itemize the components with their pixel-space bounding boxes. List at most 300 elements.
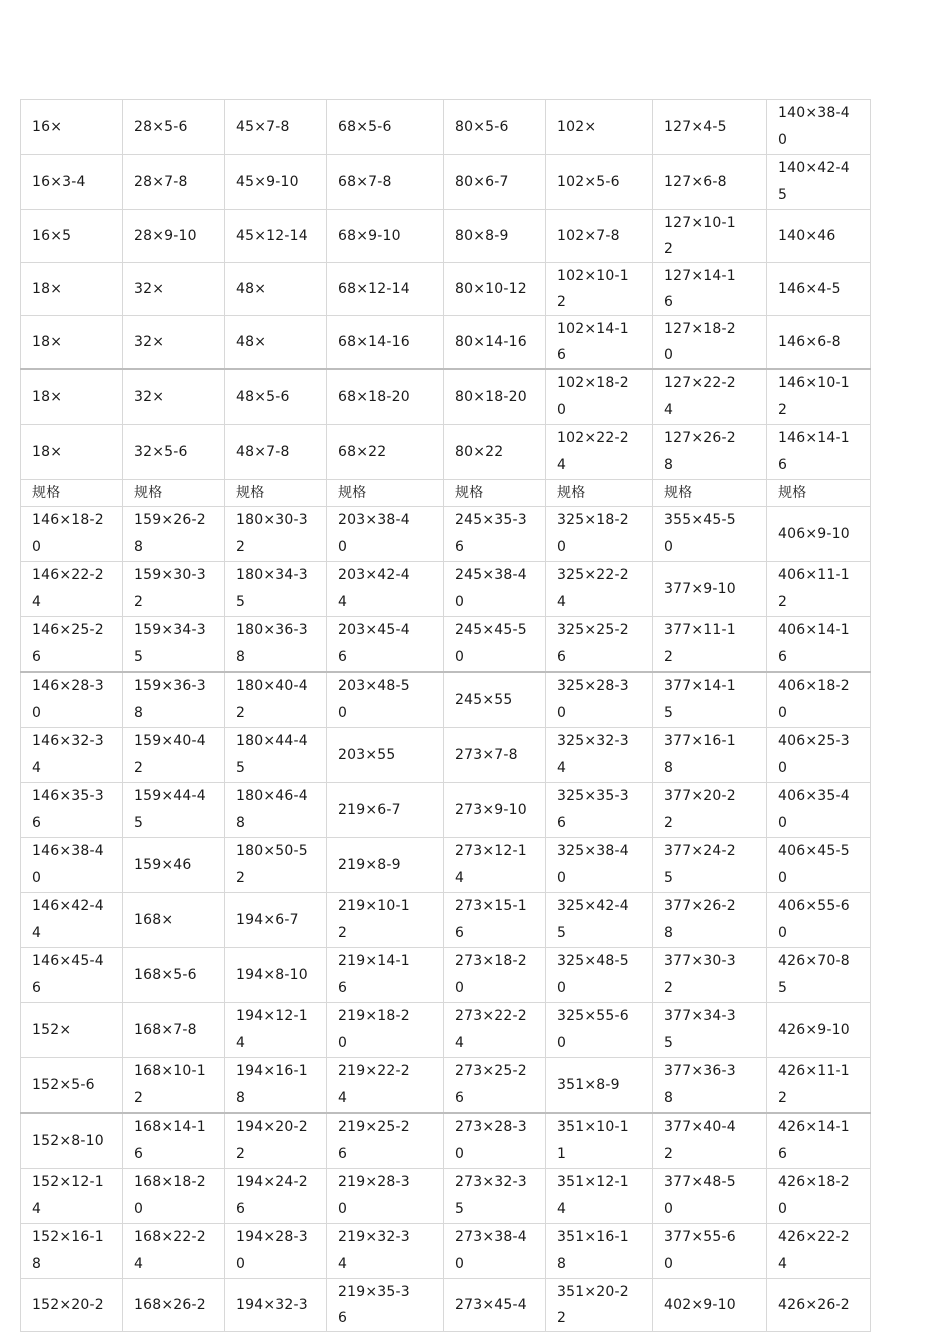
- cell-text: 194×32-3: [236, 1297, 308, 1313]
- cell-text: 377×36-38: [664, 1063, 736, 1106]
- table-cell: [444, 948, 546, 1003]
- table-cell: [653, 617, 767, 673]
- table-row: [21, 316, 871, 370]
- cell-text: 426×18-20: [778, 1174, 850, 1217]
- cell-text: 377×34-35: [664, 1008, 736, 1051]
- table-cell: [767, 1224, 871, 1279]
- cell-text: 406×11-12: [778, 567, 850, 610]
- table-cell: [327, 1113, 444, 1169]
- cell-text: 127×10-12: [664, 215, 736, 257]
- table-row: [21, 263, 871, 316]
- table-row: [21, 1169, 871, 1224]
- table-cell: [653, 263, 767, 316]
- table-row: [21, 783, 871, 838]
- cell-text: 28×5-6: [134, 118, 188, 135]
- table-cell: [546, 838, 653, 893]
- table-row: [21, 507, 871, 562]
- cell-text: 140×46: [778, 228, 836, 244]
- cell-text: 194×6-7: [236, 911, 299, 928]
- table-cell: [327, 210, 444, 263]
- table-cell: [225, 1224, 327, 1279]
- cell-text: 146×22-24: [32, 567, 104, 610]
- cell-text: 80×6-7: [455, 173, 509, 190]
- table-cell: [225, 1058, 327, 1114]
- cell-text: 180×36-38: [236, 622, 308, 665]
- cell-text: 18×: [32, 388, 63, 405]
- cell-text: 273×9-10: [455, 801, 527, 818]
- cell-text: 325×38-40: [557, 843, 629, 886]
- spec-table-body: [21, 100, 871, 1332]
- table-cell: [21, 369, 123, 425]
- table-row: [21, 425, 871, 480]
- table-row: [21, 1224, 871, 1279]
- cell-text: 273×22-24: [455, 1008, 527, 1051]
- table-cell: [546, 672, 653, 728]
- cell-text: 159×44-45: [134, 788, 206, 831]
- table-cell: [123, 617, 225, 673]
- cell-text: 规格: [557, 485, 586, 501]
- cell-text: 402×9-10: [664, 1297, 736, 1313]
- cell-text: 48×7-8: [236, 443, 290, 460]
- cell-text: 146×38-40: [32, 843, 104, 886]
- spec-table: [20, 99, 871, 1332]
- table-cell: [21, 100, 123, 155]
- table-cell: [327, 838, 444, 893]
- table-cell: [327, 155, 444, 210]
- cell-text: 194×24-26: [236, 1174, 308, 1217]
- cell-text: 146×18-20: [32, 512, 104, 555]
- cell-text: 377×55-60: [664, 1229, 736, 1272]
- cell-text: 28×9-10: [134, 228, 197, 244]
- table-row: [21, 617, 871, 673]
- table-cell: [546, 562, 653, 617]
- table-cell: [767, 617, 871, 673]
- cell-text: 325×28-30: [557, 678, 629, 721]
- column-header-cell: [653, 480, 767, 507]
- table-cell: [444, 100, 546, 155]
- cell-text: 28×7-8: [134, 173, 188, 190]
- cell-text: 127×26-28: [664, 430, 736, 473]
- cell-text: 325×35-36: [557, 788, 629, 831]
- cell-text: 351×20-22: [557, 1284, 629, 1326]
- table-row: [21, 838, 871, 893]
- table-cell: [546, 369, 653, 425]
- table-cell: [546, 783, 653, 838]
- cell-text: 273×18-20: [455, 953, 527, 996]
- table-cell: [444, 369, 546, 425]
- cell-text: 102×14-16: [557, 321, 629, 363]
- table-cell: [546, 263, 653, 316]
- cell-text: 152×5-6: [32, 1076, 95, 1093]
- table-cell: [21, 617, 123, 673]
- cell-text: 325×48-50: [557, 953, 629, 996]
- table-cell: [327, 672, 444, 728]
- table-cell: [123, 783, 225, 838]
- table-cell: [444, 783, 546, 838]
- cell-text: 159×40-42: [134, 733, 206, 776]
- cell-text: 203×55: [338, 746, 396, 763]
- cell-text: 102×10-12: [557, 268, 629, 310]
- table-cell: [225, 562, 327, 617]
- table-cell: [225, 369, 327, 425]
- column-header-cell: [546, 480, 653, 507]
- table-cell: [225, 316, 327, 370]
- cell-text: 152×: [32, 1021, 72, 1038]
- cell-text: 146×28-30: [32, 678, 104, 721]
- table-row: [21, 369, 871, 425]
- table-row: [21, 1003, 871, 1058]
- cell-text: 194×20-22: [236, 1119, 308, 1162]
- table-cell: [21, 672, 123, 728]
- column-header-cell: [327, 480, 444, 507]
- table-cell: [225, 100, 327, 155]
- cell-text: 351×10-11: [557, 1119, 629, 1162]
- table-row: [21, 728, 871, 783]
- table-cell: [767, 155, 871, 210]
- table-cell: [21, 316, 123, 370]
- cell-text: 219×35-36: [338, 1284, 410, 1326]
- cell-text: 68×5-6: [338, 118, 392, 135]
- cell-text: 406×25-30: [778, 733, 850, 776]
- cell-text: 203×45-46: [338, 622, 410, 665]
- table-cell: [653, 893, 767, 948]
- table-cell: [653, 1113, 767, 1169]
- cell-text: 48×: [236, 281, 267, 297]
- cell-text: 159×36-38: [134, 678, 206, 721]
- cell-text: 146×25-26: [32, 622, 104, 665]
- cell-text: 406×45-50: [778, 843, 850, 886]
- spec-table-container: [20, 99, 870, 1332]
- table-cell: [767, 425, 871, 480]
- table-cell: [21, 155, 123, 210]
- table-cell: [123, 562, 225, 617]
- table-cell: [225, 1003, 327, 1058]
- table-cell: [546, 100, 653, 155]
- table-cell: [767, 893, 871, 948]
- cell-text: 219×32-34: [338, 1229, 410, 1272]
- table-cell: [546, 155, 653, 210]
- table-cell: [327, 893, 444, 948]
- cell-text: 规格: [778, 485, 807, 501]
- table-cell: [225, 948, 327, 1003]
- table-cell: [327, 369, 444, 425]
- cell-text: 45×7-8: [236, 118, 290, 135]
- cell-text: 406×18-20: [778, 678, 850, 721]
- table-cell: [546, 728, 653, 783]
- cell-text: 32×: [134, 388, 165, 405]
- cell-text: 规格: [134, 485, 163, 501]
- cell-text: 426×22-24: [778, 1229, 850, 1272]
- cell-text: 45×12-14: [236, 228, 308, 244]
- cell-text: 80×22: [455, 443, 504, 460]
- table-cell: [225, 1113, 327, 1169]
- table-cell: [123, 672, 225, 728]
- table-cell: [767, 507, 871, 562]
- cell-text: 规格: [455, 485, 484, 501]
- cell-text: 152×16-18: [32, 1229, 104, 1272]
- cell-text: 32×: [134, 334, 165, 350]
- table-cell: [444, 1279, 546, 1332]
- table-cell: [546, 1224, 653, 1279]
- cell-text: 168×14-16: [134, 1119, 206, 1162]
- table-cell: [327, 263, 444, 316]
- table-cell: [767, 672, 871, 728]
- table-cell: [123, 155, 225, 210]
- cell-text: 426×70-85: [778, 953, 850, 996]
- cell-text: 194×28-30: [236, 1229, 308, 1272]
- table-cell: [546, 1058, 653, 1114]
- cell-text: 146×4-5: [778, 281, 841, 297]
- table-cell: [653, 100, 767, 155]
- table-cell: [21, 948, 123, 1003]
- cell-text: 273×45-4: [455, 1297, 527, 1313]
- table-cell: [546, 948, 653, 1003]
- table-cell: [225, 893, 327, 948]
- cell-text: 168×22-24: [134, 1229, 206, 1272]
- column-header-cell: [123, 480, 225, 507]
- table-cell: [327, 316, 444, 370]
- table-cell: [767, 316, 871, 370]
- cell-text: 规格: [664, 485, 693, 501]
- table-cell: [767, 948, 871, 1003]
- table-row: [21, 562, 871, 617]
- cell-text: 219×14-16: [338, 953, 410, 996]
- cell-text: 273×28-30: [455, 1119, 527, 1162]
- cell-text: 406×9-10: [778, 525, 850, 542]
- table-cell: [123, 507, 225, 562]
- cell-text: 377×20-22: [664, 788, 736, 831]
- table-cell: [444, 672, 546, 728]
- table-cell: [123, 100, 225, 155]
- table-cell: [123, 948, 225, 1003]
- cell-text: 325×32-34: [557, 733, 629, 776]
- table-cell: [21, 783, 123, 838]
- table-cell: [444, 1003, 546, 1058]
- cell-text: 规格: [32, 485, 61, 501]
- table-cell: [767, 369, 871, 425]
- table-cell: [444, 507, 546, 562]
- cell-text: 219×28-30: [338, 1174, 410, 1217]
- cell-text: 80×10-12: [455, 281, 527, 297]
- cell-text: 146×42-44: [32, 898, 104, 941]
- table-cell: [653, 155, 767, 210]
- table-cell: [225, 210, 327, 263]
- header-row: [21, 480, 871, 507]
- table-cell: [546, 1279, 653, 1332]
- cell-text: 32×5-6: [134, 443, 188, 460]
- table-cell: [546, 1113, 653, 1169]
- cell-text: 146×32-34: [32, 733, 104, 776]
- cell-text: 80×18-20: [455, 388, 527, 405]
- table-cell: [653, 728, 767, 783]
- cell-text: 68×18-20: [338, 388, 410, 405]
- table-cell: [653, 1169, 767, 1224]
- table-cell: [21, 838, 123, 893]
- cell-text: 180×46-48: [236, 788, 308, 831]
- cell-text: 159×30-32: [134, 567, 206, 610]
- table-cell: [653, 1279, 767, 1332]
- table-cell: [444, 617, 546, 673]
- cell-text: 273×15-16: [455, 898, 527, 941]
- cell-text: 102×5-6: [557, 173, 620, 190]
- cell-text: 168×18-20: [134, 1174, 206, 1217]
- table-cell: [123, 425, 225, 480]
- cell-text: 32×: [134, 281, 165, 297]
- table-cell: [767, 100, 871, 155]
- cell-text: 68×12-14: [338, 281, 410, 297]
- column-header-cell: [444, 480, 546, 507]
- cell-text: 273×25-26: [455, 1063, 527, 1106]
- table-cell: [444, 728, 546, 783]
- cell-text: 377×30-32: [664, 953, 736, 996]
- cell-text: 16×5: [32, 228, 72, 244]
- cell-text: 146×45-46: [32, 953, 104, 996]
- cell-text: 273×32-35: [455, 1174, 527, 1217]
- table-cell: [546, 893, 653, 948]
- table-cell: [21, 1003, 123, 1058]
- cell-text: 203×42-44: [338, 567, 410, 610]
- table-cell: [767, 1169, 871, 1224]
- cell-text: 80×14-16: [455, 334, 527, 350]
- cell-text: 127×6-8: [664, 173, 727, 190]
- cell-text: 245×45-50: [455, 622, 527, 665]
- table-cell: [767, 783, 871, 838]
- table-cell: [444, 1058, 546, 1114]
- cell-text: 140×42-45: [778, 160, 850, 203]
- cell-text: 219×22-24: [338, 1063, 410, 1106]
- table-cell: [21, 562, 123, 617]
- table-cell: [767, 1058, 871, 1114]
- table-cell: [225, 263, 327, 316]
- table-cell: [653, 425, 767, 480]
- table-cell: [21, 893, 123, 948]
- table-cell: [123, 1113, 225, 1169]
- table-row: [21, 1058, 871, 1114]
- table-cell: [225, 728, 327, 783]
- table-cell: [123, 1279, 225, 1332]
- cell-text: 377×14-15: [664, 678, 736, 721]
- table-cell: [653, 210, 767, 263]
- cell-text: 180×44-45: [236, 733, 308, 776]
- table-cell: [444, 425, 546, 480]
- table-cell: [123, 1058, 225, 1114]
- cell-text: 245×38-40: [455, 567, 527, 610]
- cell-text: 180×50-52: [236, 843, 308, 886]
- cell-text: 102×18-20: [557, 375, 629, 418]
- table-cell: [767, 728, 871, 783]
- cell-text: 325×18-20: [557, 512, 629, 555]
- cell-text: 168×10-12: [134, 1063, 206, 1106]
- cell-text: 273×12-14: [455, 843, 527, 886]
- table-cell: [767, 1279, 871, 1332]
- cell-text: 377×40-42: [664, 1119, 736, 1162]
- cell-text: 68×7-8: [338, 173, 392, 190]
- table-cell: [327, 562, 444, 617]
- table-cell: [444, 1113, 546, 1169]
- cell-text: 规格: [338, 485, 367, 501]
- table-cell: [444, 1224, 546, 1279]
- table-cell: [653, 948, 767, 1003]
- table-cell: [225, 155, 327, 210]
- table-cell: [21, 728, 123, 783]
- cell-text: 406×35-40: [778, 788, 850, 831]
- table-cell: [225, 783, 327, 838]
- table-cell: [21, 1279, 123, 1332]
- table-cell: [653, 838, 767, 893]
- table-cell: [653, 562, 767, 617]
- table-cell: [21, 263, 123, 316]
- cell-text: 168×26-2: [134, 1297, 206, 1313]
- cell-text: 351×16-18: [557, 1229, 629, 1272]
- table-cell: [653, 783, 767, 838]
- cell-text: 102×: [557, 118, 597, 135]
- table-cell: [21, 1058, 123, 1114]
- cell-text: 146×35-36: [32, 788, 104, 831]
- table-row: [21, 100, 871, 155]
- table-cell: [767, 562, 871, 617]
- table-cell: [123, 369, 225, 425]
- table-cell: [444, 316, 546, 370]
- cell-text: 规格: [236, 485, 265, 501]
- cell-text: 377×24-25: [664, 843, 736, 886]
- cell-text: 168×: [134, 911, 174, 928]
- table-cell: [327, 425, 444, 480]
- cell-text: 351×8-9: [557, 1076, 620, 1093]
- cell-text: 325×22-24: [557, 567, 629, 610]
- table-cell: [327, 617, 444, 673]
- cell-text: 146×14-16: [778, 430, 850, 473]
- table-cell: [653, 672, 767, 728]
- table-cell: [653, 369, 767, 425]
- cell-text: 127×14-16: [664, 268, 736, 310]
- table-row: [21, 672, 871, 728]
- table-cell: [653, 507, 767, 562]
- cell-text: 219×18-20: [338, 1008, 410, 1051]
- cell-text: 102×7-8: [557, 228, 620, 244]
- cell-text: 45×9-10: [236, 173, 299, 190]
- table-cell: [444, 210, 546, 263]
- table-cell: [327, 783, 444, 838]
- table-cell: [767, 838, 871, 893]
- cell-text: 127×22-24: [664, 375, 736, 418]
- cell-text: 194×8-10: [236, 966, 308, 983]
- table-cell: [653, 1224, 767, 1279]
- cell-text: 18×: [32, 443, 63, 460]
- cell-text: 426×14-16: [778, 1119, 850, 1162]
- table-cell: [444, 1169, 546, 1224]
- cell-text: 245×55: [455, 691, 513, 708]
- cell-text: 406×14-16: [778, 622, 850, 665]
- cell-text: 152×8-10: [32, 1132, 104, 1149]
- table-cell: [767, 1113, 871, 1169]
- table-cell: [327, 1279, 444, 1332]
- cell-text: 219×10-12: [338, 898, 410, 941]
- cell-text: 16×: [32, 118, 63, 135]
- table-cell: [546, 1169, 653, 1224]
- table-cell: [444, 893, 546, 948]
- table-cell: [21, 1224, 123, 1279]
- cell-text: 80×8-9: [455, 228, 509, 244]
- table-cell: [327, 100, 444, 155]
- table-cell: [123, 893, 225, 948]
- column-header-cell: [767, 480, 871, 507]
- table-row: [21, 1279, 871, 1332]
- cell-text: 48×5-6: [236, 388, 290, 405]
- cell-text: 194×12-14: [236, 1008, 308, 1051]
- cell-text: 127×4-5: [664, 118, 727, 135]
- cell-text: 80×5-6: [455, 118, 509, 135]
- cell-text: 377×48-50: [664, 1174, 736, 1217]
